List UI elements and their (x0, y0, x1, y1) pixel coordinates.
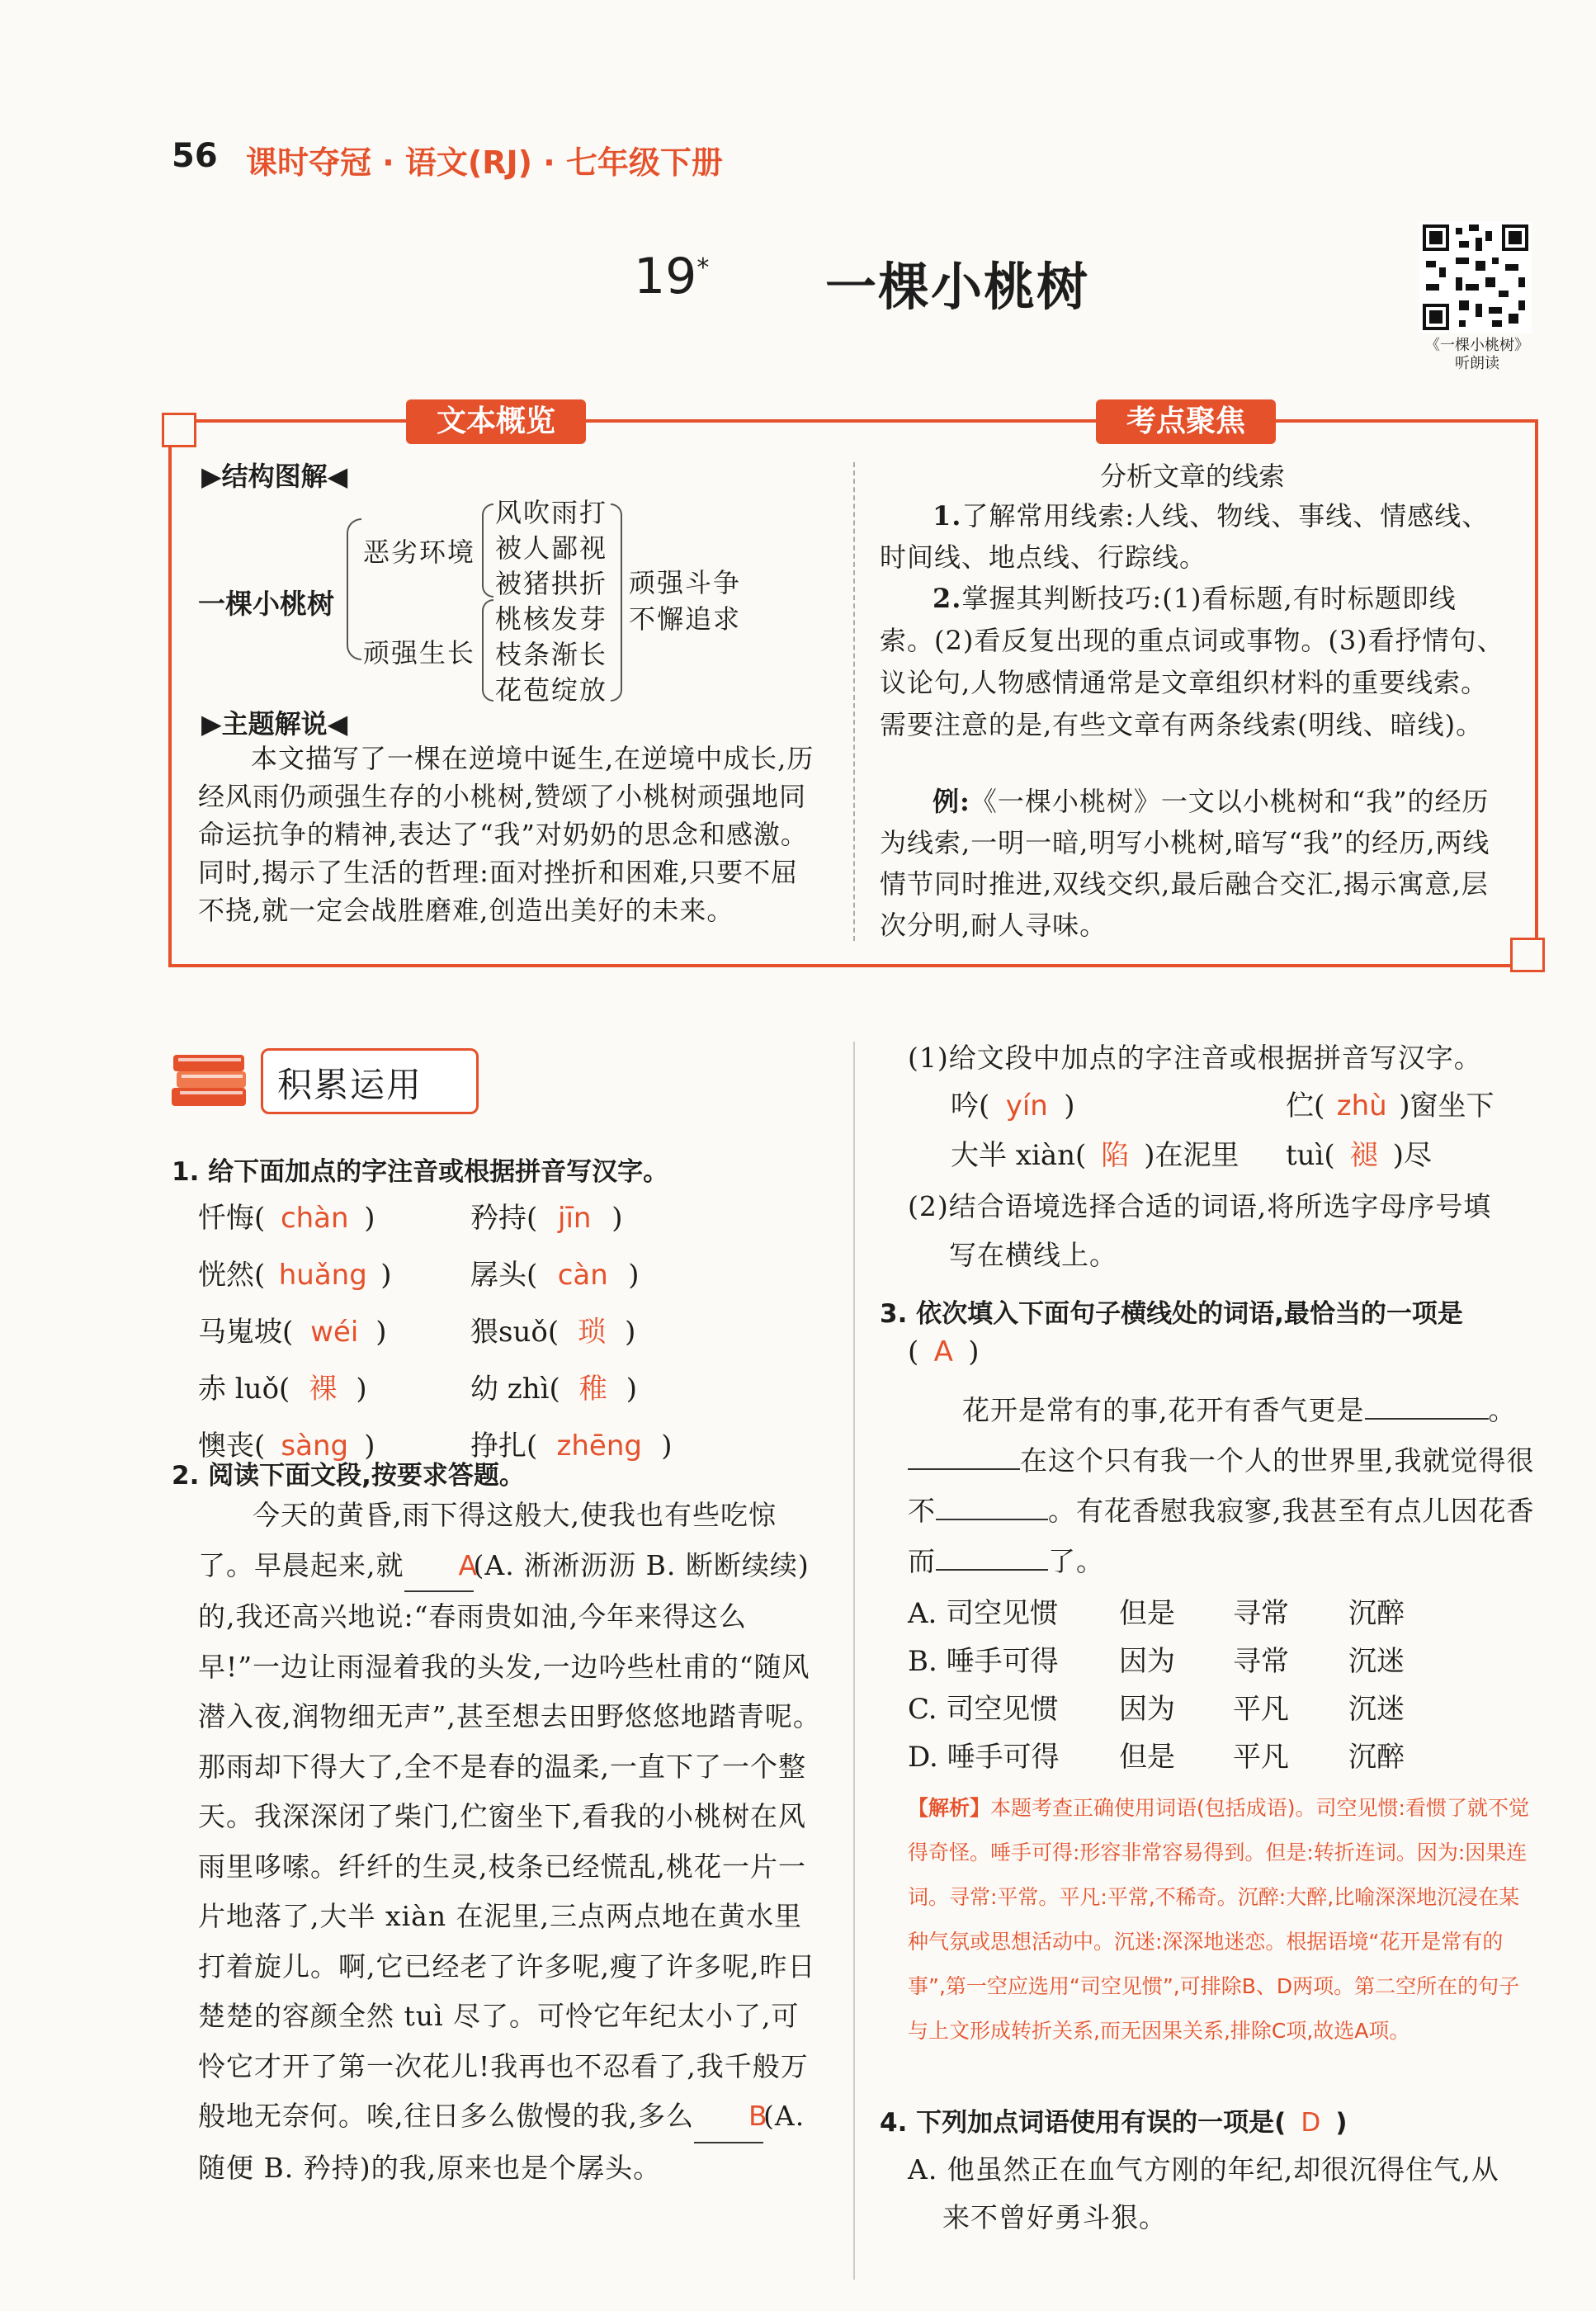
q4-option-a-line-2: 来不曾好勇斗狠。 (942, 2201, 1167, 2233)
q1-item: 孱头( càn ) (470, 1259, 640, 1292)
focus-heading: 分析文章的线索 (1099, 461, 1285, 492)
theme-heading: ▶主题解说◀ (201, 708, 348, 740)
q1-item: 赤 luǒ( 裸 ) (198, 1373, 367, 1406)
q3-answer: ( A ) (908, 1335, 980, 1368)
branch-1-list (495, 495, 607, 708)
q1-items (198, 1195, 825, 1463)
focus-paragraph-2 (880, 578, 1507, 746)
column-divider (853, 1042, 855, 2280)
lesson-number-text: 19 (634, 248, 697, 305)
q3-sentence (908, 1385, 1535, 1586)
qr-caption-line-1: 《一棵小桃树》 (1425, 337, 1529, 354)
branch-1-brace (482, 503, 493, 598)
q1-item: 忏悔( chàn ) (198, 1202, 375, 1235)
q3-analysis (908, 1786, 1535, 2053)
branch-2-item: 桃核发芽 (495, 603, 608, 635)
focus-p3-text: 《一棵小桃树》一文以小桃树和“我”的经历为线索,一明一暗,明写小桃树,暗写“我”的经历,两线情节同时推进,双线交织,最后融合交汇,揭示寓意,层次分明,耐人寻味。 (880, 786, 1490, 941)
q3-option[interactable]: A. 司空见惯 但是 寻常 沉醉 (908, 1597, 1405, 1630)
q2-sub2-line-1: (2)结合语境选择合适的词语,将所选字母序号填 (908, 1190, 1492, 1222)
q3-options (908, 1590, 1447, 1781)
q4-option-a-line-1: A. 他虽然正在血气方刚的年纪,却很沉得住气,从 (908, 2153, 1499, 2186)
q2-sub2 (908, 1182, 1491, 1279)
branch-2-brace (482, 599, 493, 702)
q1-item: 懊丧( sàng ) (198, 1430, 375, 1463)
q4-title: 4. 下列加点词语使用有误的一项是( D ) (880, 2108, 1348, 2138)
q2-sub1-c: 大半 xiàn( 陷 )在泥里 (951, 1139, 1239, 1172)
q3-sentence-part-1: 花开是常有的事,花开有香气更是 (962, 1394, 1365, 1426)
book-title: 课时夺冠 · 语文(RJ) · 七年级下册 (246, 144, 723, 181)
q3-option[interactable]: B. 唾手可得 因为 寻常 沉迷 (908, 1645, 1405, 1678)
result-item: 不懈追求 (629, 603, 742, 635)
q2-passage-part-1: 今天的黄昏,雨下得这般大,使我也有些吃惊了。早晨起来,就 (198, 1499, 777, 1581)
qr-caption (1403, 337, 1551, 373)
q4-option-a[interactable] (908, 2146, 1551, 2242)
q1-item: 幼 zhì( 稚 ) (470, 1373, 638, 1406)
q3-blank[interactable] (936, 1569, 1048, 1571)
corner-ornament-bottom-right (1510, 938, 1545, 972)
q3-blank[interactable] (1365, 1418, 1489, 1420)
q1-item: 矜持( jīn ) (470, 1202, 623, 1235)
analysis-text: 本题考查正确使用词语(包括成语)。司空见惯:看惯了就不觉得奇怪。唾手可得:形容非常容易得到。但是:转折连词。因为:因果连词。寻常:平常。平凡:平常,不稀奇。沉醉:大醉,比喻深深地沉浸在某种气氛或思想活动中。沉迷:深深地迷恋。根据语境“花开是常有的事”,第一空应选用“司空见惯”,可排除B、D两项。第二空所在的句子与上文形成转折关系,而无因果关系,排除C项,故选A项。 (908, 1796, 1529, 2043)
q3-blank[interactable] (936, 1519, 1048, 1520)
result-brace (611, 503, 622, 702)
structure-root: 一棵小桃树 (198, 588, 334, 620)
q1-title: 1. 给下面加点的字注音或根据拼音写汉字。 (172, 1157, 669, 1187)
books-icon (168, 1042, 251, 1113)
q2-sub1: (1)给文段中加点的字注音或根据拼音写汉字。 (908, 1042, 1482, 1074)
focus-p2-num: 2. (933, 583, 962, 614)
q3-option[interactable]: C. 司空见惯 因为 平凡 沉迷 (908, 1693, 1405, 1726)
q2-passage-part-2: (A. 淅淅沥沥 B. 断断续续)的,我还高兴地说:“春雨贵如油,今年来得这么早!”一边让雨湿着我的头发,一边吟些杜甫的“随风潜入夜,润物细无声”,甚至想去田野悠悠地踏青呢。那雨却下得大了,全不是春的温柔,一直下了一个整天。我深深闭了柴门,伫窗坐下,看我的小桃树在风雨里哆嗦。纤纤的生灵,枝条已经慌乱,桃花一片一片地落了,大半 xiàn 在泥里,三点两点地在黄水里打着旋儿。啊,它已经老了许多呢,瘦了许多呢,昨日楚楚的容颜全然 tuì 尽了。可怜它年纪太小了,可怜它才开了第一次花儿!我再也不忍看了,我千般万般地无奈何。唉,往日多么傲慢的我,多么 (198, 1548, 821, 2132)
q3-sentence-part-4: 了。 (1048, 1545, 1104, 1577)
focus-p1-text: 了解常用线索:人线、物线、事线、情感线、时间线、地点线、行踪线。 (880, 500, 1490, 573)
section-title: 积累运用 (277, 1065, 423, 1105)
frame-divider (853, 462, 855, 941)
lesson-star: * (696, 253, 710, 282)
q3-title: 3. 依次填入下面句子横线处的词语,最恰当的一项是 (880, 1299, 1463, 1329)
q2-passage (198, 1491, 825, 2193)
q1-item: 马嵬坡( wéi ) (198, 1316, 387, 1349)
focus-p3-label: 例: (933, 786, 970, 817)
q3-sentence-part-3: 。有花香慰我寂寥,我甚至有点儿因花香而 (908, 1495, 1535, 1577)
root-brace (347, 518, 361, 660)
focus-p1-num: 1. (933, 500, 962, 532)
q3-option[interactable]: D. 唾手可得 但是 平凡 沉醉 (908, 1741, 1405, 1774)
q2-sub2-line-2: 写在横线上。 (949, 1239, 1117, 1271)
structure-heading: ▶结构图解◀ (201, 461, 348, 492)
q2-title: 2. 阅读下面文段,按要求答题。 (172, 1461, 525, 1491)
page-number: 56 (172, 137, 218, 175)
q2-sub1-b: 伫( zhù )窗坐下 (1286, 1089, 1494, 1122)
q1-item: 猥suǒ( 琐 ) (470, 1316, 636, 1349)
focus-paragraph-3 (880, 781, 1507, 946)
branch-1-item: 被人鄙视 (495, 532, 608, 564)
q2-blank-2[interactable]: B (694, 2091, 763, 2143)
result-item: 顽强斗争 (629, 567, 742, 598)
q3-period: 。 (1488, 1394, 1517, 1426)
q1-item: 恍然( huǎng ) (198, 1259, 392, 1292)
branch-2-item: 花苞绽放 (495, 674, 608, 706)
q3-blank[interactable] (908, 1468, 1020, 1470)
theme-text: 本文描写了一棵在逆境中诞生,在逆境中成长,历经风雨仍顽强生存的小桃树,赞颂了小桃树顽强地同命运抗争的精神,表达了“我”对奶奶的思念和感激。同时,揭示了生活的哲理:面对挫折和困难,只要不屈不挠,就一定会战胜磨难,创造出美好的未来。 (198, 743, 815, 926)
branch-1-item: 风吹雨打 (495, 497, 608, 528)
branch-2-item: 枝条渐长 (495, 639, 608, 670)
focus-p2-text: 掌握其判断技巧:(1)看标题,有时标题即线索。(2)看反复出现的重点词或事物。(3)看抒情句、议论句,人物感情通常是文章组织材料的重要线索。需要注意的是,有些文章有两条线索(明线、暗线)。 (880, 583, 1504, 740)
q2-sub1-a: 吟( yín ) (951, 1089, 1075, 1122)
q1-item: 挣扎( zhēng ) (470, 1430, 673, 1463)
lesson-title: 一棵小桃树 (825, 257, 1090, 317)
analysis-label: 【解析】 (908, 1796, 991, 1820)
overview-tag: 文本概览 (406, 399, 586, 444)
q2-passage-part-3: (A. 随便 B. 矜持)的我,原来也是个孱头。 (198, 2100, 805, 2184)
qr-caption-line-2: 听朗读 (1455, 355, 1499, 372)
focus-tag: 考点聚焦 (1096, 399, 1276, 444)
corner-ornament-top-left (162, 413, 196, 447)
q2-blank-1[interactable]: A (404, 1541, 474, 1593)
q2-sub1-d: tuì( 褪 )尽 (1286, 1139, 1432, 1172)
branch-1: 恶劣环境 (363, 536, 476, 568)
lesson-number (634, 248, 709, 305)
branch-1-item: 被猪拱折 (495, 568, 608, 599)
focus-paragraph-1 (880, 495, 1507, 578)
qr-code-icon[interactable] (1419, 221, 1532, 333)
q3-sentence-part-2: 在这个只有我一个人的世界里,我就觉得很不 (908, 1444, 1535, 1527)
result-list (629, 565, 741, 637)
branch-2: 顽强生长 (363, 637, 476, 669)
